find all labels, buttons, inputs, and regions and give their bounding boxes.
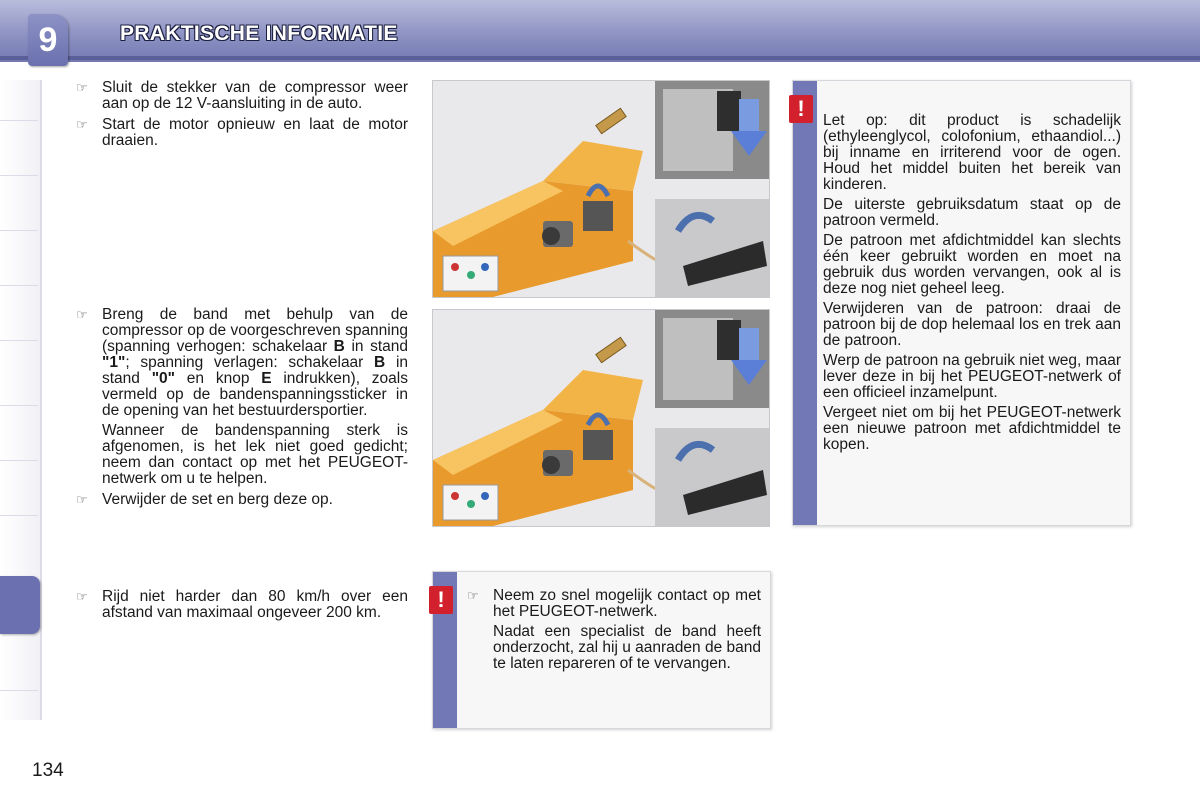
instruction-text: Verwijder de set en berg deze op. [102, 491, 333, 508]
warning-paragraph: De uiterste gebruiksdatum staat op de patroon vermeld. [823, 196, 1121, 229]
side-tab-divider [0, 285, 38, 286]
instruction-text: Start de motor opnieuw en laat de motor draaien. [102, 116, 408, 149]
list-item [72, 80, 408, 112]
chapter-side-tabs [0, 80, 42, 720]
list-item [463, 588, 761, 672]
warning-box-product [792, 80, 1131, 526]
pointing-hand-icon: ☞ [467, 588, 479, 603]
pointing-hand-icon: ☞ [76, 117, 88, 132]
side-tab-divider [0, 230, 38, 231]
warning-paragraph: Werp de patroon na gebruik niet weg, maar lever deze in bij het PEUGEOT-netwerk of een officieel inzamelpunt. [823, 352, 1121, 401]
instructions-block-3 [72, 589, 408, 626]
illustration-compressor-1 [432, 80, 770, 298]
compressor-illustration [433, 81, 769, 297]
header-divider [0, 56, 1200, 60]
warning-stripe [793, 81, 817, 525]
instruction-text: Rijd niet harder dan 80 km/h over een afstand van maximaal ongeveer 200 km. [102, 588, 408, 621]
side-tab-divider [0, 405, 38, 406]
chapter-number-tab: 9 [28, 14, 68, 66]
warning-paragraph: Vergeet niet om bij het PEUGEOT-netwerk een nieuwe patroon met afdichtmiddel te kopen. [823, 404, 1121, 453]
list-item [72, 492, 408, 508]
list-item [72, 589, 408, 621]
illustration-compressor-2 [432, 309, 770, 527]
warning-paragraph: Nadat een specialist de band heeft onderzocht, zal hij u aanraden de band te laten repareren of te vervangen. [493, 623, 762, 672]
warning-paragraph: Let op: dit product is schadelijk (ethyleenglycol, colofonium, ethaandiol...) bij inname en irriterend voor de ogen. Houd het middel buiten het bereik van kinderen. [823, 112, 1121, 193]
side-tab-divider [0, 690, 38, 691]
pointing-hand-icon: ☞ [76, 80, 88, 95]
compressor-illustration [433, 310, 769, 526]
warning-paragraph: De patroon met afdichtmiddel kan slechts één keer gebruikt worden en moet na gebruik dus worden vervangen, ook al is deze nog niet geheel leeg. [823, 232, 1121, 297]
side-tab-divider [0, 120, 38, 121]
side-tab-divider [0, 460, 38, 461]
exclamation-icon: ! [789, 95, 813, 123]
instruction-paragraph: Breng de band met behulp van de compressor op de voorgeschreven spanning (spanning verhogen: schakelaar B in stand "1"; spanning verlagen: schakelaar B in stand "0" en knop E indrukken), zoals vermeld op de bandenspanningssticker in de opening van het bestuurdersportier. [102, 306, 409, 419]
page-number: 134 [32, 760, 64, 781]
list-item [72, 307, 408, 487]
warning-box-contact [432, 571, 771, 729]
side-tab-divider [0, 175, 38, 176]
instructions-block-1 [72, 80, 408, 154]
page-title: PRAKTISCHE INFORMATIE [120, 22, 398, 45]
warning-paragraph: Neem zo snel mogelijk contact op met het PEUGEOT-netwerk. [493, 587, 761, 620]
warning-text [823, 113, 1121, 457]
pointing-hand-icon: ☞ [76, 492, 88, 507]
pointing-hand-icon: ☞ [76, 589, 88, 604]
warning-text [463, 588, 761, 677]
side-tab-divider [0, 340, 38, 341]
side-tab-divider [0, 515, 38, 516]
instruction-text: Sluit de stekker van de compressor weer aan op de 12 V-aansluiting in de auto. [102, 79, 408, 112]
warning-paragraph: Verwijderen van de patroon: draai de patroon bij de dop helemaal los en trek aan de patroon. [823, 300, 1121, 349]
side-tab-active-chapter[interactable] [0, 576, 40, 634]
exclamation-icon: ! [429, 586, 453, 614]
list-item [72, 117, 408, 149]
instruction-paragraph: Wanneer de bandenspanning sterk is afgenomen, is het lek niet goed gedicht; neem dan contact op met het PEUGEOT-netwerk om u te helpen. [102, 422, 408, 487]
instructions-block-2 [72, 307, 408, 513]
pointing-hand-icon: ☞ [76, 307, 88, 322]
